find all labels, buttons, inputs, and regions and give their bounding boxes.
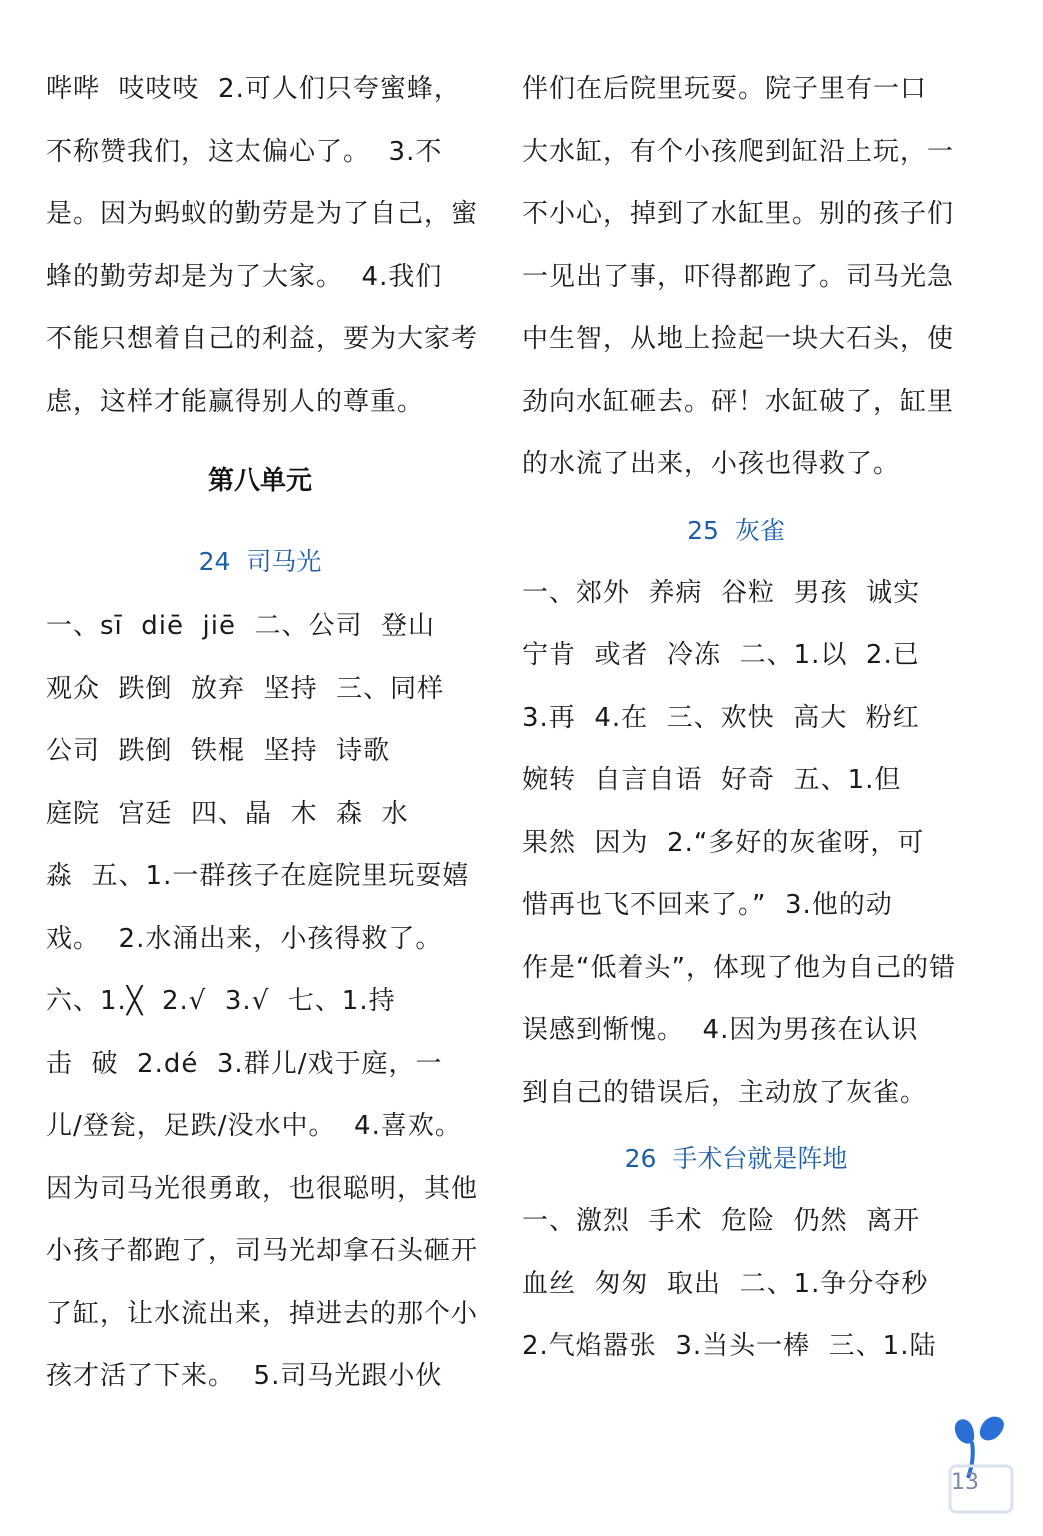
leaf-right-icon [980,1417,1004,1441]
lesson-title-25: 25 灰雀 [687,515,785,545]
text-line: 血丝 匆匆 取出 二、1.争分夺秒 [522,1268,929,1299]
text-line: 小孩子都跑了，司马光却拿石头砸开 [46,1236,479,1266]
text-line: 儿/登瓮，足跌/没水中。 4.喜欢。 [46,1111,462,1141]
text-line: 孩才活了下来。 5.司马光跟小伙 [46,1361,443,1391]
text-line: 3.再 4.在 三、欢快 高大 粉红 [522,702,920,733]
text-line: 观众 跌倒 放弃 坚持 三、同样 [46,673,445,704]
sprout-logo-icon [928,1404,1040,1532]
unit-title: 第八单元 [207,466,312,496]
right-column [522,58,956,1378]
text-line: 不称赞我们，这太偏心了。 3.不 [46,136,443,167]
text-line: 一、激烈 手术 危险 仍然 离开 [522,1206,921,1236]
text-line: 公司 跌倒 铁棍 坚持 诗歌 [46,736,391,766]
text-line: 误感到惭愧。 4.因为男孩在认识 [522,1015,919,1045]
left-column [46,58,479,1408]
text-line: 一见出了事，吓得都跑了。司马光急 [522,261,955,292]
text-line: 哔哔 吱吱吱 2.可人们只夸蜜蜂， [46,74,461,104]
text-line: 果然 因为 2.“多好的灰雀呀，可 [522,827,925,858]
text-line: 2.气焰嚣张 3.当头一棒 三、1.陆 [522,1331,937,1361]
text-line: 因为司马光很勇敢，也很聪明，其他 [46,1173,479,1204]
text-line: 宁肯 或者 冷冻 二、1.以 2.已 [522,640,920,670]
text-line: 不能只想着自己的利益，要为大家考 [46,324,479,354]
text-line: 虑，这样才能赢得别人的尊重。 [46,386,425,417]
text-line: 庭院 宫廷 四、晶 木 森 水 [46,798,409,829]
text-line: 伴们在后院里玩耍。院子里有一口 [522,74,928,104]
text-line: 惜再也飞不回来了。” 3.他的动 [522,890,893,920]
text-line: 不小心，掉到了水缸里。别的孩子们 [522,199,955,229]
text-line: 蜂的勤劳却是为了大家。 4.我们 [46,261,443,292]
page-number: 13 [951,1470,979,1495]
text-line: 一、郊外 养病 谷粒 男孩 诚实 [522,577,921,608]
text-line: 六、1.╳ 2.√ 3.√ 七、1.持 [46,986,396,1016]
text-line: 作是“低着头”，体现了他为自己的错 [522,952,956,983]
text-line: 劲向水缸砸去。砰！水缸破了，缸里 [522,386,955,417]
lesson-title-26: 26 手术台就是阵地 [624,1144,848,1173]
text-line: 是。因为蚂蚁的勤劳是为了自己，蜜 [46,199,479,229]
text-line: 婉转 自言自语 好奇 五、1.但 [522,765,902,795]
text-line: 的水流了出来，小孩也得救了。 [522,449,901,479]
text-line: 一、sī diē jiē 二、公司 登山 [46,611,436,641]
text-line: 了缸，让水流出来，掉进去的那个小 [46,1298,479,1329]
leaf-left-icon [955,1419,974,1443]
lesson-title-24: 24 司马光 [198,547,322,576]
text-line: 大水缸，有个小孩爬到缸沿上玩，一 [522,136,955,167]
text-line: 击 破 2.dé 3.群儿/戏于庭，一 [46,1048,443,1079]
text-line: 戏。 2.水涌出来，小孩得救了。 [46,923,443,954]
text-line: 中生智，从地上捡起一块大石头，使 [522,324,955,354]
text-line: 到自己的错误后，主动放了灰雀。 [522,1077,928,1108]
text-line: 淼 五、1.一群孩子在庭院里玩耍嬉 [46,861,470,891]
